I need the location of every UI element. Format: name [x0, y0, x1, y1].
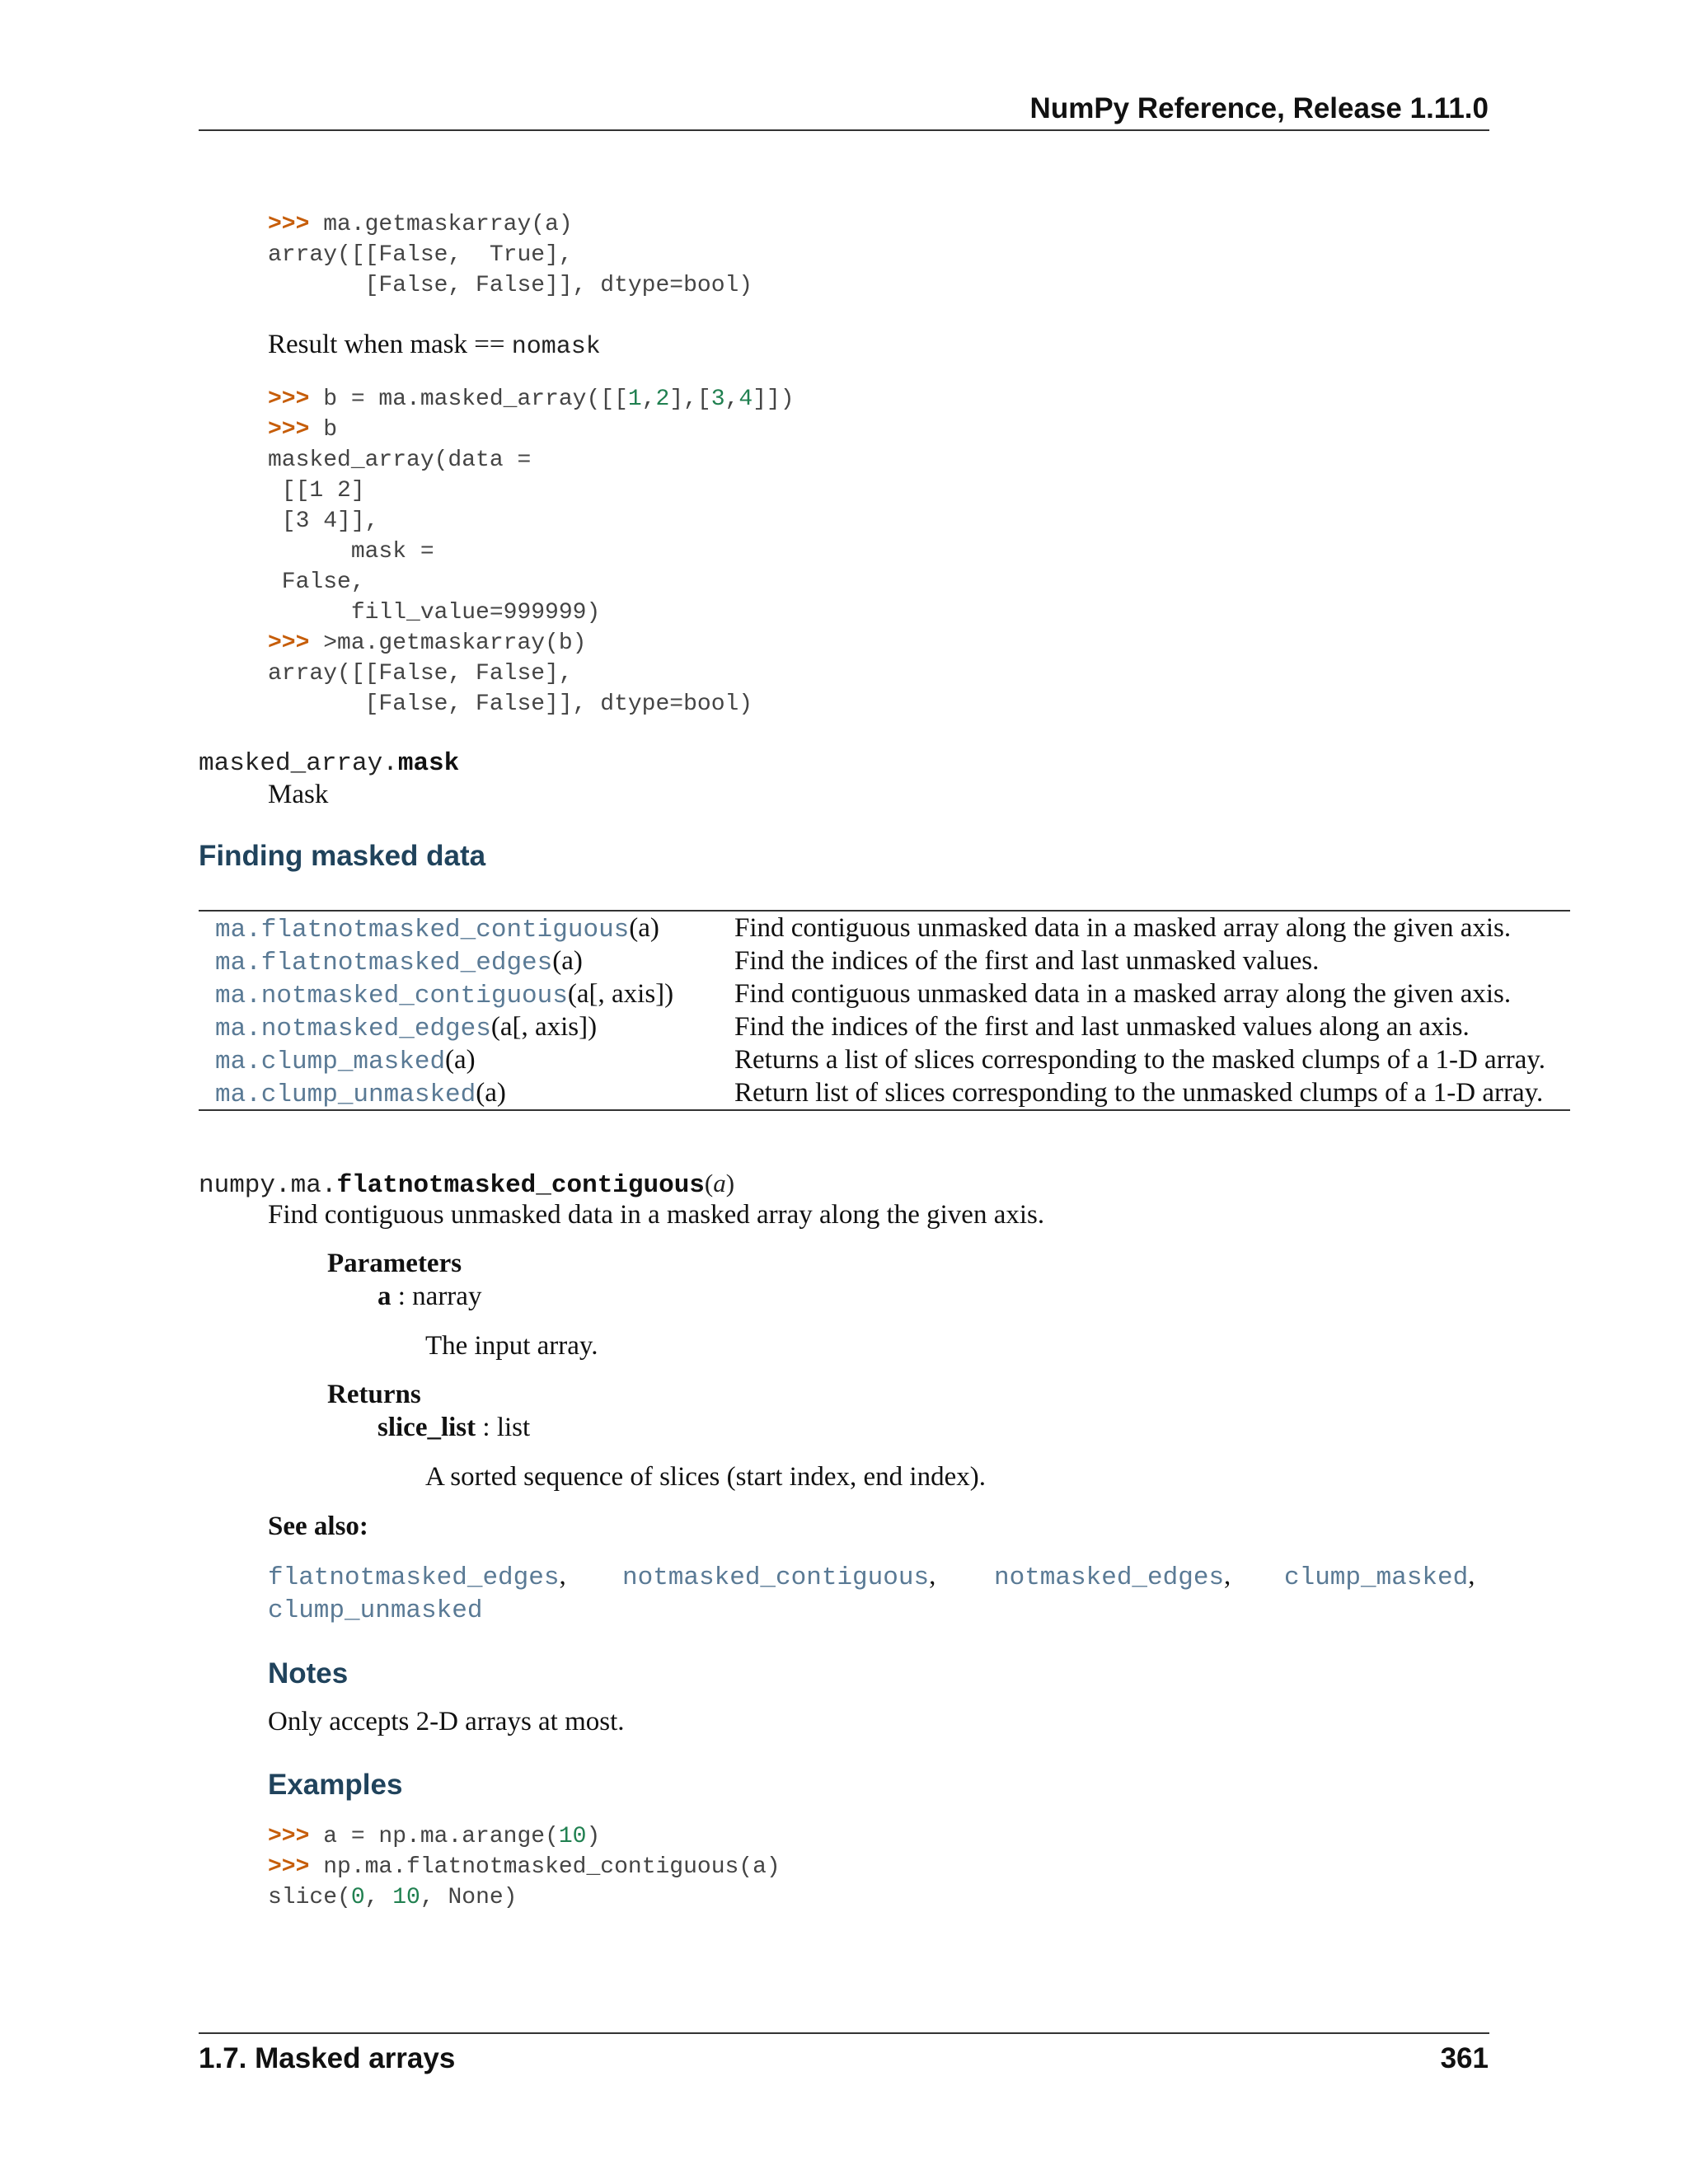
table-row: ma.flatnotmasked_edges(a) Find the indices of the first and last unmasked values. [215, 946, 1320, 977]
see-also-link[interactable]: clump_unmasked [268, 1596, 483, 1625]
summary-table [199, 910, 1570, 1111]
table-row: ma.flatnotmasked_contiguous(a) Find contiguous unmasked data in a masked array along the given axis. [215, 913, 1512, 944]
see-also-link[interactable]: flatnotmasked_edges [268, 1563, 560, 1592]
see-also-link[interactable]: clump_masked [1284, 1563, 1469, 1592]
function-description: Return list of slices corresponding to the unmasked clumps of a 1-D array. [734, 1078, 1544, 1108]
see-also-links-line-1: flatnotmasked_edges, [268, 1561, 566, 1592]
page-number: 361 [1440, 2042, 1489, 2074]
see-also-heading: See also: [268, 1511, 368, 1541]
footer-section-title: 1.7. Masked arrays [199, 2042, 456, 2074]
notes-text: Only accepts 2-D arrays at most. [268, 1707, 625, 1736]
running-header-title: NumPy Reference, Release 1.11.0 [1029, 92, 1489, 124]
footer-rule [199, 2032, 1489, 2034]
code-block-nomask-example: >>> b = ma.masked_array([[1,2],[3,4]]) >>> b masked_array(data = [[1 2] [3 4]], mask = False, fill_value=999999) >>> >ma.getmaskarray(b) array([[False, False], [False, False]], dtype=bool) [268, 387, 795, 717]
table-row: ma.notmasked_edges(a[, axis]) Find the indices of the first and last unmasked values along an axis. [215, 1012, 1470, 1043]
see-also-link[interactable]: notmasked_edges [994, 1563, 1225, 1592]
attribute-signature-mask: masked_array.mask [199, 749, 460, 778]
notes-heading: Notes [268, 1657, 349, 1690]
table-row: ma.clump_unmasked(a) Return list of slices corresponding to the unmasked clumps of a 1-D array. [215, 1078, 1544, 1109]
inline-code-nomask: nomask [511, 333, 601, 361]
result-paragraph: Result when mask == nomask [268, 330, 601, 361]
function-description: Find contiguous unmasked data in a masked array along the given axis. [734, 913, 1512, 943]
function-link[interactable]: ma.notmasked_edges [215, 1015, 491, 1043]
return-entry: slice_list : list [377, 1413, 531, 1442]
function-link[interactable]: ma.flatnotmasked_edges [215, 949, 553, 977]
function-link[interactable]: ma.flatnotmasked_contiguous [215, 916, 630, 944]
see-also-link[interactable]: notmasked_contiguous [622, 1563, 930, 1592]
function-description: Find the indices of the first and last unmasked values. [734, 946, 1320, 976]
code-block-examples: >>> a = np.ma.arange(10) >>> np.ma.flatnotmasked_contiguous(a) slice(0, 10, None) [268, 1824, 781, 1910]
attribute-description: Mask [268, 780, 329, 809]
function-link[interactable]: ma.clump_unmasked [215, 1080, 476, 1109]
parameter-description: The input array. [425, 1331, 598, 1361]
header-rule [199, 129, 1489, 131]
examples-heading: Examples [268, 1769, 403, 1801]
function-description: Find the indices of the first and last unmasked values along an axis. [734, 1012, 1470, 1042]
parameter-entry: a : narray [377, 1282, 482, 1311]
section-heading-finding-masked-data: Finding masked data [199, 840, 486, 872]
code-line: ma.getmaskarray(a) [309, 212, 573, 237]
code-output-line: array([[False, True], [268, 242, 573, 268]
code-block-getmaskarray-a [268, 209, 753, 301]
function-description: Find contiguous unmasked data in a masked array along the given axis. [734, 979, 1512, 1009]
function-link[interactable]: ma.clump_masked [215, 1047, 446, 1076]
function-description: Find contiguous unmasked data in a masked array along the given axis. [268, 1200, 1045, 1230]
table-row: ma.notmasked_contiguous(a[, axis]) Find contiguous unmasked data in a masked array along the given axis. [215, 979, 1512, 1010]
return-description: A sorted sequence of slices (start index, end index). [425, 1462, 986, 1492]
see-also-link-wrap: notmasked_contiguous, [622, 1561, 936, 1592]
code-output-line: [False, False]], dtype=bool) [268, 273, 753, 298]
function-description: Returns a list of slices corresponding to the masked clumps of a 1-D array. [734, 1045, 1545, 1075]
function-link[interactable]: ma.notmasked_contiguous [215, 982, 568, 1010]
table-row: ma.clump_masked(a) Returns a list of slices corresponding to the masked clumps of a 1-D array. [215, 1045, 1545, 1076]
see-also-link-wrap: clump_masked, [1284, 1561, 1475, 1592]
see-also-link-wrap: notmasked_edges, [994, 1561, 1231, 1592]
parameters-heading: Parameters [327, 1249, 462, 1278]
code-prompt: >>> [268, 212, 310, 237]
function-signature: numpy.ma.flatnotmasked_contiguous(a) [199, 1169, 735, 1200]
see-also-links-line-2 [268, 1594, 482, 1625]
returns-heading: Returns [327, 1380, 421, 1409]
